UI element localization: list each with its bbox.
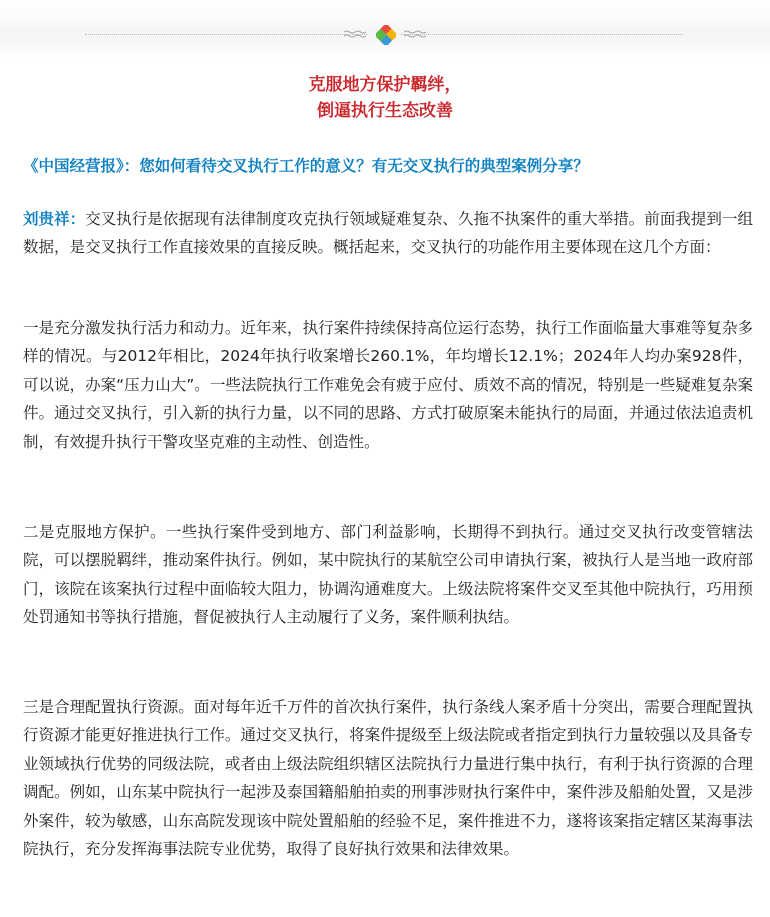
answer-point-2-paragraph: 二是克服地方保护。一些执行案件受到地方、部门利益影响，长期得不到执行。通过交叉执行改变管辖法院，可以摆脱羁绊，推动案件执行。例如，某中院执行的某航空公司申请执行案，被执行人是当地一政府部门，该院在该案执行过程中面临较大阻力，协调沟通难度大。上级法院将案件交叉至其他中院执行，巧用预处罚通知书等执行措施，督促被执行人主动履行了义务，案件顺利执结。 [23,523,753,627]
answer-intro-text: 交叉执行是依据现有法律制度攻克执行领域疑难复杂、久拖不执案件的重大举措。前面我提到一组数据，是交叉执行工作直接效果的直接反映。概括起来，交叉执行的功能作用主要体现在这几个方面： [23,210,753,257]
interview-question: 《中国经营报》：您如何看待交叉执行工作的意义？有无交叉执行的典型案例分享？ [23,157,589,175]
four-color-squares-icon [376,25,396,45]
speaker-label: 刘贵祥： [23,210,86,228]
section-title-line-1: 克服地方保护羁绊， [308,75,462,95]
wave-ornament-left-icon [344,30,366,38]
answer-intro-paragraph [23,205,753,262]
answer-point-3-paragraph: 三是合理配置执行资源。面对每年近千万件的首次执行案件，执行条线人案矛盾十分突出，需要合理配置执行资源才能更好推进执行工作。通过交叉执行，将案件提级至上级法院或者指定到执行力量较强以及具备专业领域执行优势的同级法院，或者由上级法院组织辖区法院执行力量进行集中执行，有利于执行资源的合理调配。例如，山东某中院执行一起涉及泰国籍船舶拍卖的刑事涉财执行案件中，案件涉及船舶处置，又是涉外案件，较为敏感，山东高院发现该中院处置船舶的经验不足，案件推进不力，遂将该案指定辖区某海事法院执行，充分发挥海事法院专业优势，取得了良好执行效果和法律效果。 [23,698,753,859]
answer-point-1-paragraph: 一是充分激发执行活力和动力。近年来，执行案件持续保持高位运行态势，执行工作面临量大事难等复杂多样的情况。与2012年相比，2024年执行收案增长260.1%，年均增长12.1%；2024年人均办案928件，可以说，办案“压力山大”。一些法院执行工作难免会有疲于应付、质效不高的情况，特别是一些疑难复杂案件。通过交叉执行，引入新的执行力量，以不同的思路、方式打破原案未能执行的局面，并通过依法追责机制，有效提升执行干警攻坚克难的主动性、创造性。 [23,319,753,451]
header-divider-right [401,34,683,35]
section-title-line-2: 倒逼执行生态改善 [317,101,453,121]
header-divider-left [85,34,367,35]
wave-ornament-right-icon [404,30,426,38]
